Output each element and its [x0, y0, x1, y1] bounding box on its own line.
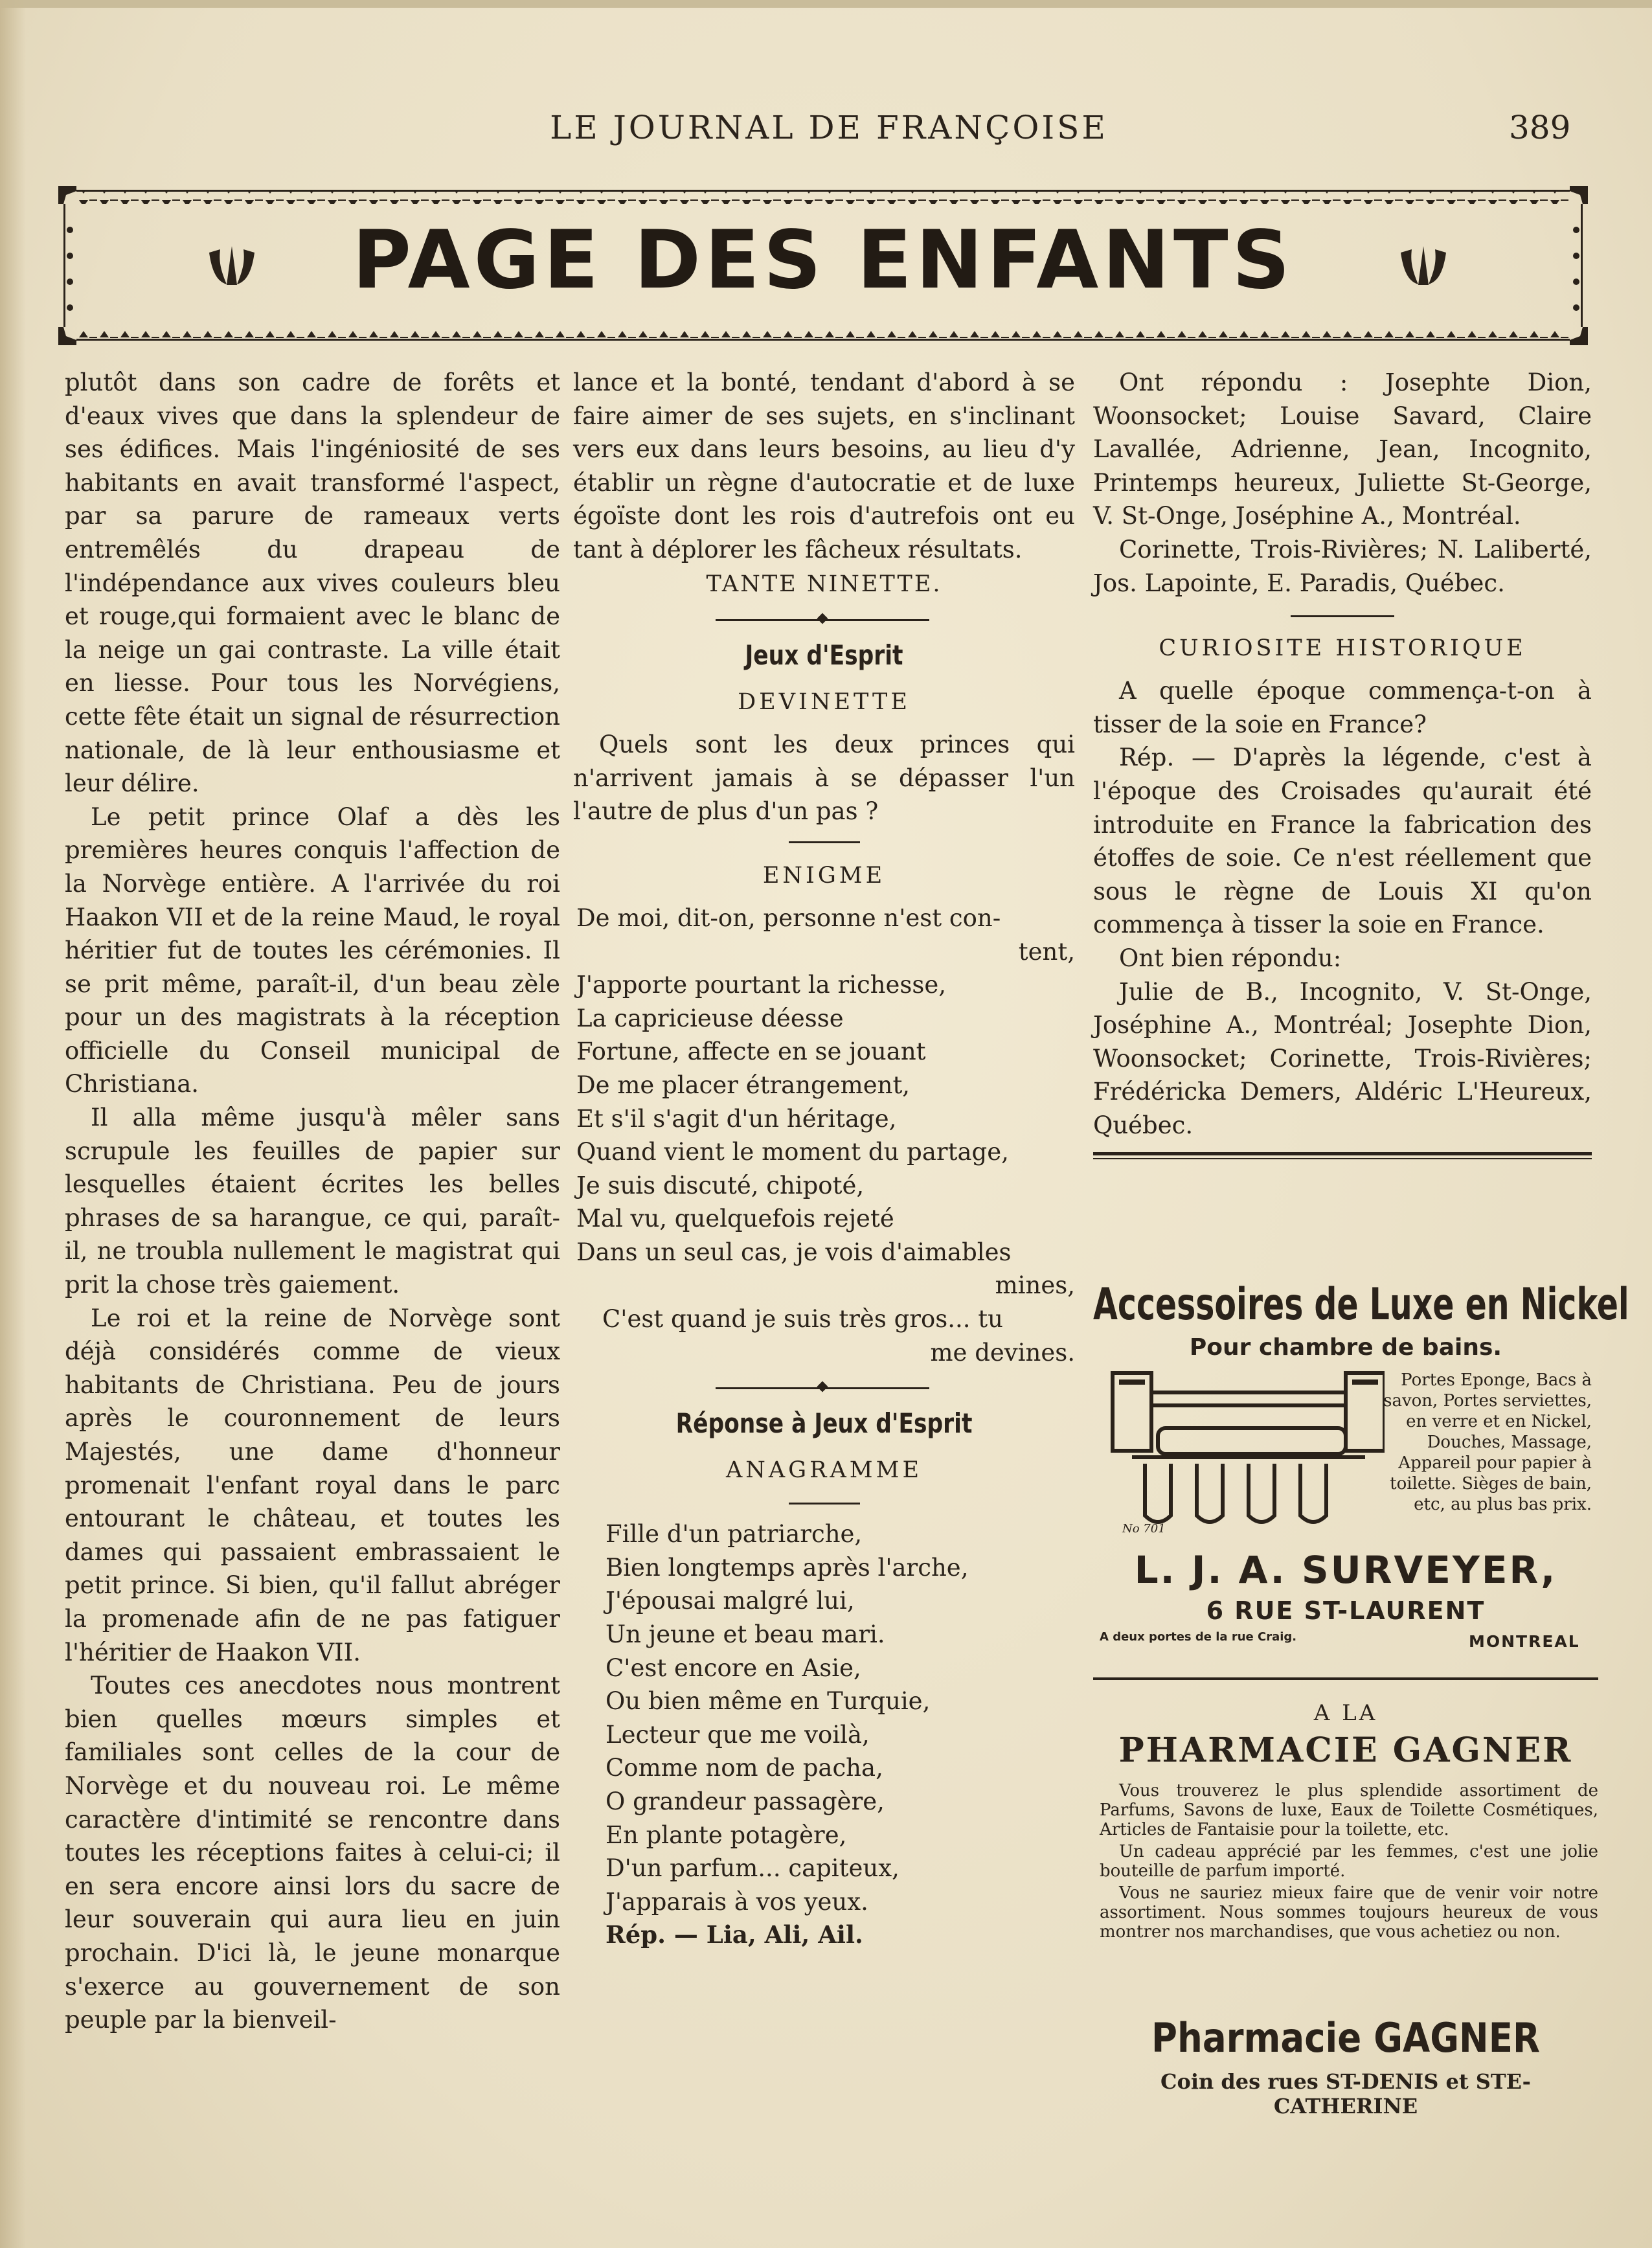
poem-line: J'apporte pourtant la richesse,	[576, 971, 947, 999]
poem-line: Quand vient le moment du partage,	[576, 1138, 1009, 1166]
poem-line: mines,	[995, 1271, 1075, 1300]
devinette-heading: DEVINETTE	[738, 689, 911, 716]
running-head	[0, 109, 1652, 148]
soap-dish-rack-icon	[1106, 1367, 1385, 1541]
jeux-heading: Jeux d'Esprit	[745, 639, 903, 672]
anagramme-heading: ANAGRAMME	[726, 1457, 922, 1484]
curiosite-answer: Rép. — D'après la légende, c'est à l'époque des Croisades qu'aurait été introduite en France la fabrication des étoffes de soie. Ce n'est réellement que sous le règne de Louis XI qu'on commença à tisser la soie en France.	[1093, 744, 1592, 939]
advert-subtitle: Pour chambre de bains.	[1189, 1334, 1502, 1361]
anagramme-answer: Rép. — Lia, Ali, Ail.	[605, 1920, 863, 1949]
advert-paragraph: Vous trouverez le plus splendide assortiment de Parfums, Savons de luxe, Eaux de Toilette Cosmétiques, Articles de Fantaisie pour la toilette, etc.	[1100, 1781, 1598, 1839]
page-number: 389	[1509, 109, 1571, 146]
advert-name: L. J. A. SURVEYER,	[1134, 1548, 1557, 1592]
poem-line: tent,	[1018, 937, 1075, 966]
advert-rule	[1093, 1152, 1592, 1155]
poem-line: Un jeune et beau mari.	[605, 1620, 885, 1649]
poem-line: En plante potagère,	[605, 1821, 847, 1849]
poem-line: Fille d'un patriarche,	[605, 1520, 863, 1549]
gutter-shadow	[0, 0, 26, 2248]
advert-city: MONTREAL	[1469, 1632, 1580, 1651]
banner-title: PAGE DES ENFANTS	[352, 214, 1294, 307]
page-banner	[57, 185, 1589, 346]
poem-line: Dans un seul cas, je vois d'aimables	[576, 1238, 1012, 1266]
ont-bien-repondu: Ont bien répondu:	[1119, 944, 1342, 972]
advert-title: Accessoires de Luxe en Nickel	[1093, 1279, 1629, 1330]
column-1	[65, 366, 560, 2037]
advert-surveyer	[1093, 1279, 1629, 1661]
poem-line: J'apparais à vos yeux.	[605, 1887, 868, 1916]
advert-image-caption: No 701	[1122, 1522, 1166, 1536]
poem-line: Je suis discuté, chipoté,	[576, 1171, 865, 1199]
column-3	[1093, 366, 1592, 1168]
advert-note: A deux portes de la rue Craig.	[1100, 1630, 1297, 1644]
poem-line: Et s'il s'agit d'un héritage,	[576, 1104, 897, 1133]
anagramme-poem	[573, 1517, 1075, 1952]
divider	[789, 841, 860, 843]
advert-description: Portes Eponge, Bacs à savon, Portes serviettes, en verre et en Nickel, Douches, Massage, Appareil pour papier à toilette. Sièges de bain, etc, au plus bas prix.	[1383, 1370, 1592, 1514]
poem-line: Bien longtemps après l'arche,	[605, 1553, 969, 1582]
advert-name: Pharmacie GAGNER	[1151, 2014, 1540, 2061]
article-paragraph: plutôt dans son cadre de forêts et d'eaux vives que dans la splendeur de ses édifices. Mais l'ingéniosité de ses habitants en avait transformé l'aspect, par sa parure de rameaux verts entremêlés du drapeau de l'indépendance aux vives couleurs bleu et rouge,qui formaient avec le blanc de la neige un gai contraste. La ville était en liesse. Pour tous les Norvégiens, cette fête était un signal de résurrection nationale, de là leur enthousiasme et leur délire.	[65, 369, 560, 798]
enigme-heading: ENIGME	[762, 862, 886, 889]
page-top-edge	[0, 0, 1652, 8]
poem-line: D'un parfum... capiteux,	[605, 1854, 900, 1883]
column-2	[573, 366, 1075, 1952]
advert-gagner	[1093, 1684, 1598, 2118]
poem-line: C'est encore en Asie,	[605, 1653, 861, 1682]
advert-separator	[1093, 1677, 1598, 1680]
advert-title: PHARMACIE GAGNER	[1118, 1731, 1573, 1770]
journal-title: LE JOURNAL DE FRANÇOISE	[550, 109, 1108, 146]
article-paragraph: Le roi et la reine de Norvège sont déjà considérés comme de vieux habitants de Christiana. Peu de jours après le couronnement de leurs Majestés, une dame d'honneur promenait l'enfant royal dans le parc entourant le château, et toutes les dames qui passaient embrassaient le petit prince. Si bien, qu'il fallut abréger la promenade afin de ne pas fatiguer l'héritier de Haakon VII.	[65, 1304, 560, 1666]
poem-line: La capricieuse déesse	[576, 1004, 844, 1032]
curiosite-heading: CURIOSITE HISTORIQUE	[1159, 635, 1526, 662]
reponse-heading: Réponse à Jeux d'Esprit	[675, 1407, 973, 1440]
enigme-poem	[573, 902, 1075, 1369]
poem-line: Lecteur que me voilà,	[605, 1720, 870, 1749]
advert-top-line: A LA	[1313, 1700, 1378, 1726]
poem-line: me devines.	[930, 1338, 1075, 1367]
advert-street: 6 RUE ST-LAURENT	[1206, 1596, 1486, 1625]
ont-repondu: Ont répondu : Josephte Dion, Woonsocket; Louise Savard, Claire Lavallée, Adrienne, Jean, Incognito, Printemps heureux, Juliette St-George, V. St-Onge, Joséphine A., Montréal.	[1093, 369, 1592, 530]
advert-address: Coin des rues ST-DENIS et STE-CATHERINE	[1160, 2069, 1531, 2118]
poem-line: Mal vu, quelquefois rejeté	[576, 1205, 894, 1233]
article-continuation: lance et la bonté, tendant d'abord à se faire aimer de ses sujets, en s'inclinant vers eux dans leurs besoins, au lieu d'y établir un règne d'autocratie et de luxe égoïste dont les rois d'autrefois ont eu tant à déplorer les fâcheux résultats.	[573, 369, 1075, 563]
poem-line: Fortune, affecte en se jouant	[576, 1038, 926, 1066]
article-signature: TANTE NINETTE.	[706, 571, 942, 597]
poem-line: De me placer étrangement,	[576, 1071, 911, 1099]
article-paragraph: Toutes ces anecdotes nous montrent bien quelles mœurs simples et familiales sont celles de la cour de Norvège et du nouveau roi. Le même caractère d'intimité se rencontre dans toutes les réceptions faites à celui-ci; il en sera encore ainsi lors du sacre de leur souverain qui aura lieu en juin prochain. D'ici là, le jeune monarque s'exerce au gouvernement de son peuple par la bienveil-	[65, 1672, 560, 2034]
poem-line: Ou bien même en Turquie,	[605, 1687, 931, 1716]
advert-body	[1100, 1781, 1598, 1944]
poem-line: J'épousai malgré lui,	[605, 1587, 855, 1615]
curiosite-question: A quelle époque commença-t-on à tisser de la soie en France?	[1093, 677, 1592, 738]
ornamental-rule	[573, 1374, 1075, 1400]
poem-line: Comme nom de pacha,	[605, 1754, 883, 1782]
devinette-text: Quels sont les deux princes qui n'arrivent jamais à se dépasser l'un l'autre de plus d'un pas ?	[573, 731, 1075, 826]
poem-line: C'est quand je suis très gros... tu	[602, 1305, 1003, 1334]
advert-paragraph: Vous ne sauriez mieux faire que de venir voir notre assortiment. Nous sommes toujours heureux de vous montrer nos marchandises, que vous achetiez ou non.	[1100, 1883, 1598, 1942]
ont-repondu-2: Corinette, Trois-Rivières; N. Laliberté, Jos. Lapointe, E. Paradis, Québec.	[1093, 535, 1592, 597]
divider	[789, 1503, 860, 1504]
divider	[1291, 615, 1394, 617]
advert-paragraph: Un cadeau apprécié par les femmes, c'est une jolie bouteille de parfum importé.	[1100, 1842, 1598, 1881]
poem-line: De moi, dit-on, personne n'est con-	[576, 903, 1001, 932]
advert-rule	[1093, 1158, 1592, 1159]
ornamental-rule	[573, 606, 1075, 632]
ont-bien-repondu-names: Julie de B., Incognito, V. St-Onge, Joséphine A., Montréal; Josephte Dion, Woonsocket; Corinette, Trois-Rivières; Frédéricka Demers, Aldéric L'Heureux, Québec.	[1093, 977, 1592, 1139]
poem-line: O grandeur passagère,	[605, 1788, 885, 1815]
article-paragraph: Il alla même jusqu'à mêler sans scrupule les feuilles de papier sur lesquelles étaient écrites les belles phrases de sa harangue, ce qui, paraît-il, ne troubla nullement le magistrat qui prit la chose très gaiement.	[65, 1104, 560, 1299]
article-paragraph: Le petit prince Olaf a dès les premières heures conquis l'affection de la Norvège entière. A l'arrivée du roi Haakon VII et de la reine Maud, le royal héritier fut de toutes les cérémonies. Il se prit même, paraît-il, d'un beau zèle pour un des magistrats à la réception officielle du Conseil municipal de Christiana.	[65, 802, 560, 1098]
